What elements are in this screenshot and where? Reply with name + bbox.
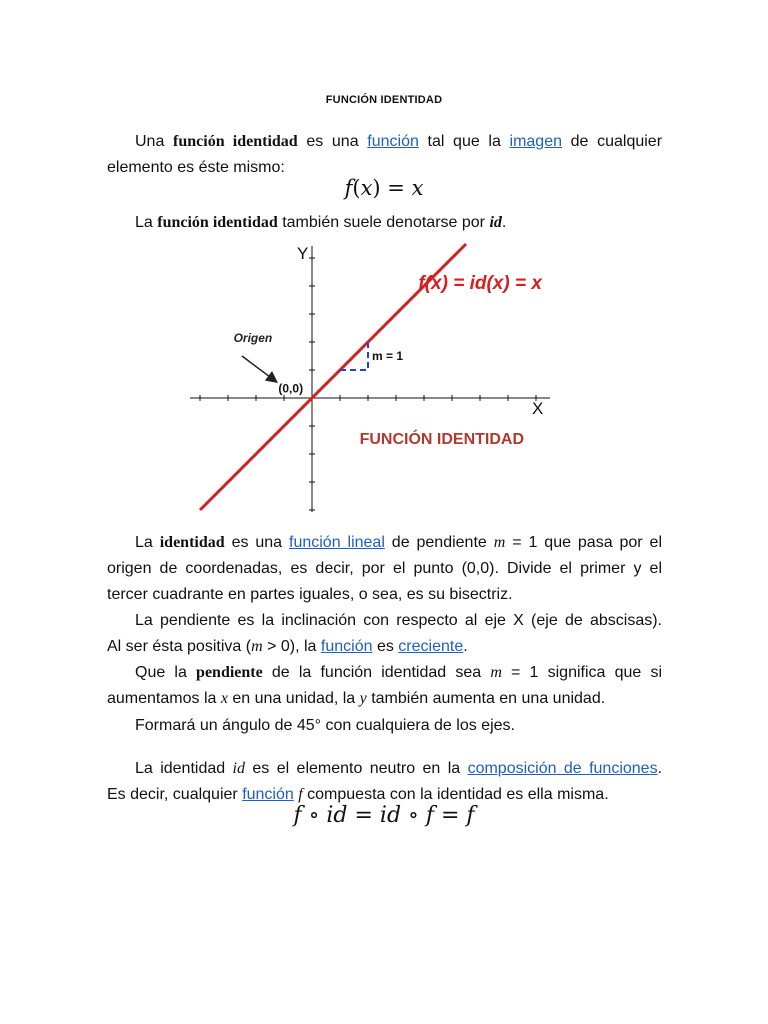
- text: Al ser ésta positiva (: [107, 638, 252, 655]
- link-funcion[interactable]: función: [367, 133, 419, 150]
- math-var: f: [298, 786, 303, 803]
- text: .: [657, 760, 663, 777]
- paragraph-meaning: [107, 660, 662, 712]
- math-var: m: [251, 638, 263, 655]
- meaning-line-1: [107, 660, 662, 686]
- formula-part: =: [380, 176, 412, 200]
- text: de pendiente: [391, 534, 487, 551]
- paragraph-angle: [107, 713, 662, 739]
- text: es el elemento neutro en la: [252, 760, 461, 777]
- slope-line-1: La pendiente es la inclinación con respecto al eje X (eje de abscisas).: [135, 612, 662, 629]
- composition-line-1: [107, 756, 662, 782]
- text: tal que la: [427, 133, 501, 150]
- definition-line-1: [107, 129, 662, 155]
- meaning-line-2: [107, 686, 662, 712]
- bold-term: función identidad: [173, 133, 298, 150]
- math-var: m: [490, 664, 502, 681]
- text: La: [135, 534, 153, 551]
- origin-point-label: (0,0): [278, 381, 304, 396]
- text: Es decir, cualquier: [107, 786, 238, 803]
- paragraph-slope: [107, 608, 662, 660]
- text: La identidad: [135, 760, 226, 777]
- math-var: m: [493, 534, 506, 551]
- formula-part: ): [372, 176, 381, 200]
- math-var: x: [220, 690, 228, 707]
- text: .: [463, 638, 468, 655]
- text: La: [135, 214, 153, 231]
- link-funcion-3[interactable]: función: [242, 786, 294, 803]
- chart-title: FUNCIÓN IDENTIDAD: [359, 431, 525, 448]
- linear-line-2: origen de coordenadas, es decir, por el punto (0,0). Divide el primer y el: [107, 560, 662, 577]
- paragraph-definition: [107, 129, 662, 181]
- series-label: f(x) = id(x) = x: [418, 272, 542, 294]
- x-axis-label: X: [532, 399, 544, 418]
- text: Una: [135, 133, 165, 150]
- identity-chart: [190, 232, 590, 512]
- text: también suele denotarse por: [282, 214, 485, 231]
- linear-line-3: tercer cuadrante en partes iguales, o sea, es su bisectriz.: [107, 586, 513, 603]
- slope-label: m = 1: [372, 349, 404, 363]
- math-var: id: [232, 760, 245, 777]
- text: de cualquier: [570, 133, 663, 150]
- formula-part: f: [344, 176, 353, 200]
- bold-term: identidad: [159, 534, 225, 551]
- text: = 1 que pasa por el: [512, 534, 663, 551]
- text: es una: [231, 534, 283, 551]
- text: = 1 significa que si: [511, 664, 663, 681]
- paragraph-composition: [107, 756, 662, 808]
- document-title: FUNCIÓN IDENTIDAD: [325, 94, 443, 106]
- paragraph-linear: [107, 530, 662, 608]
- text: Que la: [135, 664, 187, 681]
- axis-ticks: [200, 258, 536, 510]
- math-var: y: [359, 690, 367, 707]
- link-imagen[interactable]: imagen: [509, 133, 562, 150]
- formula-part: (: [352, 176, 361, 200]
- text: .: [501, 214, 507, 231]
- formula-part: x: [411, 176, 424, 200]
- link-funcion-lineal[interactable]: función lineal: [289, 534, 385, 551]
- text: es: [376, 638, 394, 655]
- text: es una: [306, 133, 359, 150]
- origin-arrow: [242, 356, 276, 381]
- text: en una unidad, la: [232, 690, 356, 707]
- origin-label: Origen: [233, 331, 273, 345]
- y-axis-label: Y: [297, 244, 309, 263]
- text: > 0), la: [267, 638, 317, 655]
- bold-term: pendiente: [196, 664, 263, 681]
- link-composicion-funciones[interactable]: composición de funciones: [467, 760, 658, 777]
- text: compuesta con la identidad es ella misma.: [307, 786, 609, 803]
- slope-line-2: [107, 634, 662, 660]
- angle-line: Formará un ángulo de 45° con cualquiera de los ejes.: [135, 717, 515, 734]
- linear-line-1: [107, 530, 662, 556]
- link-creciente[interactable]: creciente: [398, 638, 464, 655]
- formula-composition: f ∘ id = id ∘ f = f: [293, 803, 475, 828]
- text: aumentamos la: [107, 690, 217, 707]
- bold-term: función identidad: [157, 214, 278, 231]
- bold-term: id: [489, 214, 502, 231]
- formula-part: x: [360, 176, 373, 200]
- definition-line-2: elemento es éste mismo:: [107, 159, 285, 176]
- text: también aumenta en una unidad.: [371, 690, 606, 707]
- link-funcion-2[interactable]: función: [320, 638, 373, 655]
- text: de la función identidad sea: [271, 664, 482, 681]
- formula-identity: [0, 176, 768, 200]
